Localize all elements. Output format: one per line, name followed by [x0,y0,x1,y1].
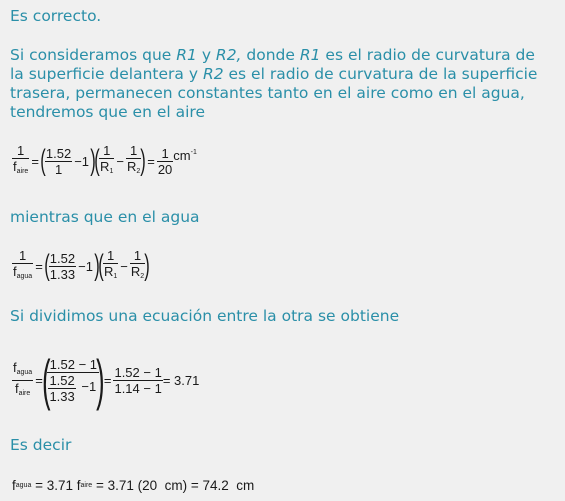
equation-air: $\frac{1}{f_{aire}}$ = ( $\frac{1.52}{1}$ −1 ) ( $\frac{1}{R_1}$ − $\frac{1}{R_2}$ ) = $\frac{1}{20}$ $cm^{-1}$ [13,143,197,177]
equation-final: f agua = 3.71 f aire = 3.71 (20 cm) = 74.2 cm [12,478,255,493]
divide-text: Si dividimos una ecuación entre la otra se obtiene [10,307,400,325]
equation-water: $\frac{1}{f_{agua}}$ = ( $\frac{1.52}{1.33}$ −1 ) ( $\frac{1}{R_1}$ − $\frac{1}{R_2}$ ) [13,248,150,282]
explanation-paragraph: Si consideramos que R1 y R2, donde R1 es el radio de curvatura de la superficie delantera y R2 es el radio de curvatura de la superficie trasera, permanecen constantes tanto en el aire como en el agua, tendremos que en el aire [10,46,538,121]
intro-text: Es correcto. [10,7,102,25]
es-decir-text: Es decir [10,436,72,454]
equation-ratio: $\frac{f_{agua}}{f_{aire}}$ = ( 1.52 − 1 $\frac{1.52}{1.33}$ −1 ) = $\frac{1.52 - 1}{1.14 - 1}$ = 3.71 [13,348,200,411]
water-intro-text: mientras que en el agua [10,208,200,226]
